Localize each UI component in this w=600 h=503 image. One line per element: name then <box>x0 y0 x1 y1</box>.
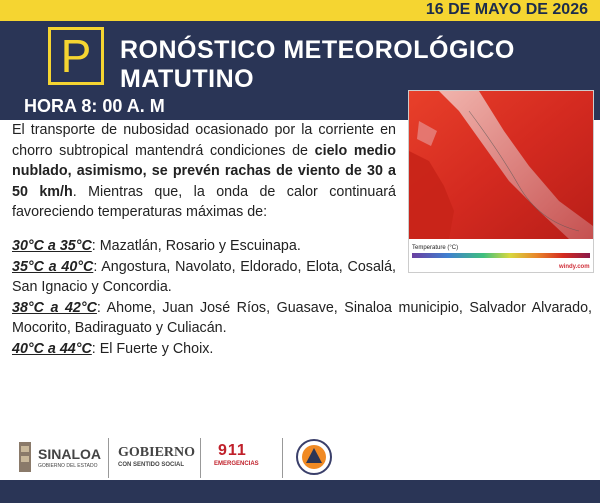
range-places: : El Fuerte y Choix. <box>91 340 214 357</box>
bottom-bar <box>0 480 600 503</box>
list-item <box>12 339 592 360</box>
list-item <box>12 236 396 257</box>
time-label: HORA 8: 00 A. M <box>24 96 165 116</box>
emergency-label: EMERGENCIAS <box>214 461 259 467</box>
range-places: : Angostura, Navolato, Eldorado, Elota, Cosalá, San Ignacio y Concordia. <box>12 258 396 295</box>
title-line-1: RONÓSTICO METEOROLÓGICO <box>120 36 515 64</box>
page-title <box>120 36 515 94</box>
temperature-list <box>12 236 592 359</box>
range-places: : Mazatlán, Rosario y Escuinapa. <box>91 238 301 254</box>
map-brand: windy.com <box>559 264 590 270</box>
sinaloa-logo-subtext: GOBIERNO DEL ESTADO <box>38 463 98 469</box>
paragraph-part-1: El transporte de nubosidad ocasionado por la corriente en chorro subtropical mantendrá condiciones de <box>12 122 396 159</box>
title-initial-box: P <box>48 27 104 85</box>
map-legend-title: Temperature (°C) <box>412 245 459 251</box>
range-label: 35°C a 40°C <box>12 258 94 275</box>
emergency-number: 911 <box>218 442 247 459</box>
sinaloa-emblem-icon <box>16 440 34 474</box>
footer-divider <box>200 438 201 478</box>
range-label: 40°C a 44°C <box>12 340 92 357</box>
paragraph-part-3: . Mientras que, la onda de calor continuará favoreciendo temperaturas máximas de: <box>12 183 396 220</box>
range-places: : Ahome, Juan José Ríos, Guasave, Sinaloa municipio, Salvador Alvarado, Mocorito, Badiraguato y Culiacán. <box>12 299 592 336</box>
civil-protection-icon <box>296 439 332 475</box>
range-label: 38°C a 42°C <box>12 299 97 316</box>
footer-logos <box>0 430 600 482</box>
footer-divider <box>108 438 109 478</box>
gobierno-logo-subtext: CON SENTIDO SOCIAL <box>118 462 185 468</box>
footer-divider <box>282 438 283 478</box>
top-bar <box>0 0 600 21</box>
range-label: 30°C a 35°C <box>12 238 92 254</box>
sinaloa-logo-text: SINALOA <box>38 446 101 462</box>
title-line-2: MATUTINO <box>120 65 255 93</box>
gobierno-logo-text: GOBIERNO <box>118 445 196 460</box>
list-item <box>12 298 592 339</box>
forecast-paragraph <box>12 120 396 223</box>
date-label: 16 DE MAYO DE 2026 <box>425 1 588 18</box>
paragraph-bold: cielo medio nublado, asimismo, se prevén rachas de viento de 30 a 50 km/h <box>12 142 396 200</box>
list-item <box>12 257 396 298</box>
